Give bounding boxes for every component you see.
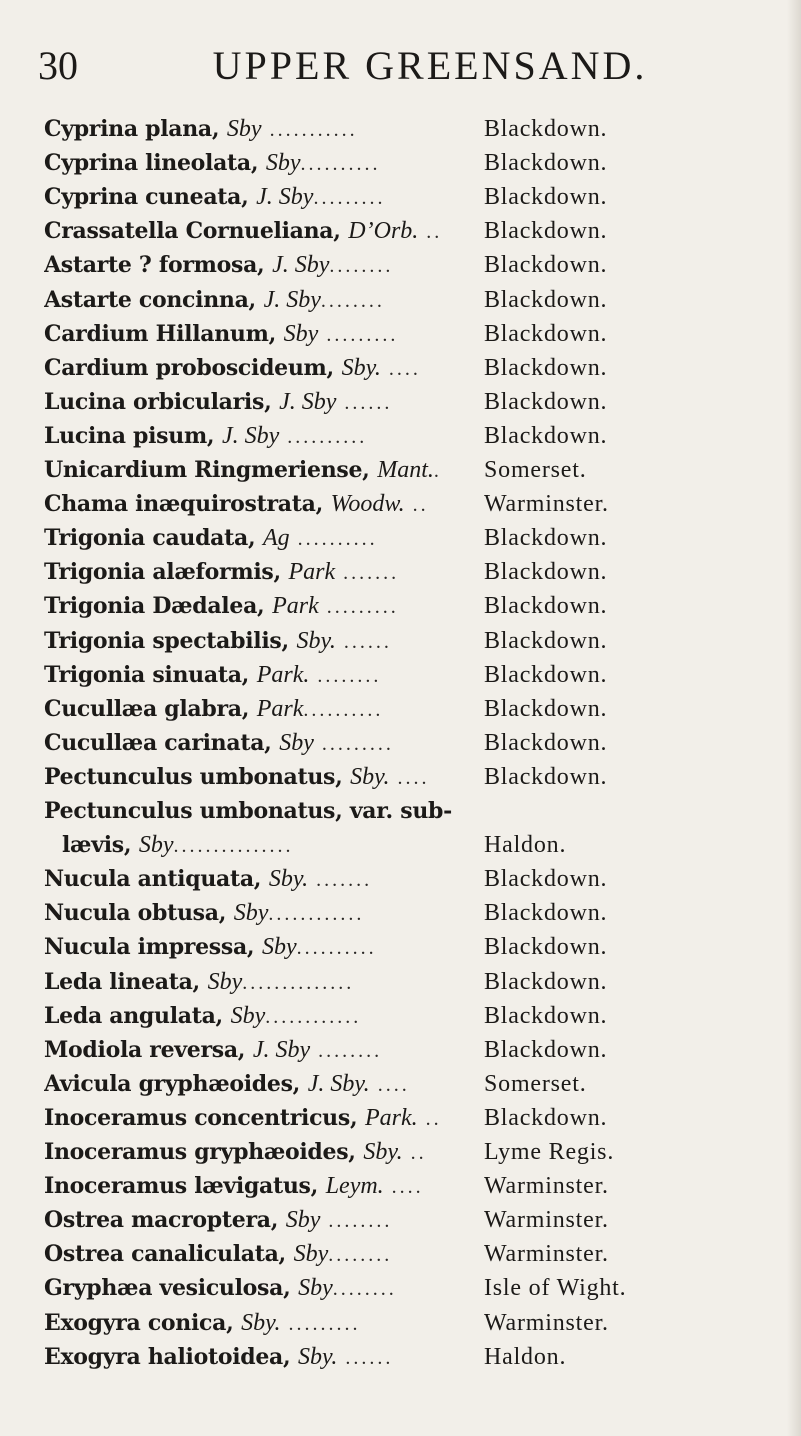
species-locality: Warminster.: [484, 491, 609, 518]
species-name: Ostrea macroptera,: [44, 1207, 279, 1234]
dot-leader: ............: [265, 1005, 362, 1028]
dot-leader: ....: [383, 1176, 424, 1199]
species-name: Cardium Hillanum,: [44, 320, 276, 347]
dot-leader: ...........: [261, 119, 358, 141]
species-locality: Blackdown.: [484, 1036, 608, 1063]
species-locality: Blackdown.: [484, 695, 608, 722]
species-entry: [44, 965, 476, 1000]
dot-leader: .......: [308, 869, 373, 892]
species-entry: [44, 1340, 476, 1375]
species-entry: [44, 999, 476, 1034]
dot-leader: ..............: [242, 971, 355, 994]
species-author: Leym.: [325, 1173, 384, 1200]
species-row: [0, 726, 801, 760]
species-author: Sby: [298, 1275, 333, 1302]
species-entry: [44, 862, 476, 897]
species-name: Crassatella Cornueliana,: [44, 218, 341, 245]
species-entry: [44, 1033, 476, 1068]
species-locality: Blackdown.: [484, 218, 608, 245]
species-entry: [44, 1135, 476, 1170]
species-locality: Haldon.: [484, 1343, 567, 1370]
species-name: Cardium proboscideum,: [44, 354, 334, 381]
species-author: J. Sby: [263, 286, 321, 313]
species-author: Sby: [293, 1241, 329, 1268]
species-name: Exogyra conica,: [44, 1309, 234, 1336]
page-number: 30: [38, 43, 78, 88]
species-name: Cucullæa carinata,: [44, 729, 272, 756]
species-author: Sby: [285, 1207, 321, 1234]
dot-leader: ....: [380, 357, 421, 380]
species-entry: [44, 1169, 476, 1204]
species-entry: [44, 419, 476, 454]
species-locality: Haldon.: [484, 832, 567, 859]
species-name: Unicardium Ringmeriense,: [44, 457, 370, 483]
species-locality: Blackdown.: [484, 866, 608, 893]
dot-leader: ......: [335, 630, 392, 653]
species-name: Nucula impressa,: [44, 934, 255, 961]
species-entry: [44, 896, 476, 931]
species-entry: [44, 624, 476, 659]
species-row: [0, 453, 801, 487]
species-row: [0, 624, 801, 658]
species-row: [0, 828, 801, 862]
dot-leader: ......: [337, 1346, 394, 1369]
species-name: Cucullæa glabra,: [44, 695, 250, 722]
species-locality: Isle of Wight.: [484, 1275, 627, 1302]
species-locality: Blackdown.: [484, 150, 608, 177]
species-row: [0, 283, 801, 317]
dot-leader: ........: [310, 1039, 383, 1062]
species-author: J. Sby: [252, 1036, 311, 1063]
species-locality: Warminster.: [484, 1241, 609, 1268]
species-row: [0, 146, 801, 180]
species-locality: Blackdown.: [484, 388, 608, 415]
species-name: Trigonia alæformis,: [44, 559, 281, 586]
species-name: Nucula antiquata,: [44, 866, 262, 893]
species-author: Sby.: [341, 354, 381, 381]
species-row: [0, 1203, 801, 1237]
species-entry: [44, 146, 476, 181]
dot-leader: .........: [280, 1312, 361, 1335]
species-author: Sby.: [363, 1139, 403, 1165]
species-name: Trigonia sinuata,: [44, 661, 250, 688]
species-author: J. Sby: [272, 252, 330, 279]
species-name: Inoceramus concentricus,: [44, 1104, 358, 1131]
species-locality: Blackdown.: [484, 252, 608, 279]
species-author: Sby: [207, 968, 243, 995]
species-row: [0, 1271, 801, 1305]
species-name: Lucina pisum,: [44, 422, 215, 449]
species-locality: Warminster.: [484, 1309, 609, 1336]
species-row: [0, 692, 801, 726]
species-entry: [44, 1101, 476, 1136]
species-author: J. Sby.: [307, 1070, 370, 1097]
species-locality: Warminster.: [484, 1207, 609, 1234]
species-row: [0, 1135, 801, 1169]
species-locality: Blackdown.: [484, 320, 608, 347]
dot-leader: ........: [328, 1244, 393, 1267]
species-row: [0, 248, 801, 282]
species-entry: [44, 930, 476, 965]
species-author: Sby: [279, 729, 314, 756]
species-entry: [44, 248, 476, 283]
species-locality: Blackdown.: [484, 934, 608, 961]
species-name: Cyprina cuneata,: [44, 184, 249, 211]
dot-leader: ..: [418, 221, 443, 244]
species-author: Sby.: [296, 627, 336, 654]
species-entry: [62, 828, 476, 863]
species-name: Astarte concinna,: [44, 286, 256, 313]
species-row: [0, 862, 801, 896]
species-row: [0, 419, 801, 453]
species-entry: [44, 794, 476, 828]
species-name: Cyprina lineolata,: [44, 150, 259, 177]
species-name: Pectunculus umbonatus, var. sub-: [44, 798, 452, 824]
species-row: [0, 1067, 801, 1101]
species-author: Sby: [283, 320, 319, 347]
dot-leader: .........: [318, 323, 399, 346]
species-name: Exogyra haliotoidea,: [44, 1343, 291, 1370]
dot-leader: ........: [320, 1210, 393, 1233]
species-locality: Blackdown.: [484, 593, 608, 620]
dot-leader: ....: [369, 1073, 410, 1096]
species-author: Park.: [256, 661, 310, 688]
species-locality: Blackdown.: [484, 763, 608, 790]
dot-leader: ..........: [289, 528, 378, 551]
dot-leader: ......: [336, 391, 393, 414]
species-entry: [44, 112, 476, 147]
species-row: [0, 965, 801, 999]
species-author: J. Sby: [279, 388, 337, 415]
dot-leader: ........: [320, 289, 385, 312]
species-locality: Blackdown.: [484, 184, 608, 211]
dot-leader: ........: [329, 255, 394, 278]
species-locality: Blackdown.: [484, 1104, 608, 1131]
species-name: Inoceramus lævigatus,: [44, 1173, 319, 1200]
species-author: J. Sby: [221, 422, 280, 449]
species-name: Lucina orbicularis,: [44, 388, 272, 415]
species-name: Trigonia spectabilis,: [44, 627, 289, 654]
species-author: Sby: [230, 1002, 266, 1029]
species-row: [0, 351, 801, 385]
species-author: J. Sby: [256, 184, 314, 211]
dot-leader: .......: [335, 562, 400, 585]
species-row: [0, 112, 801, 146]
species-row: [0, 1033, 801, 1067]
dot-leader: ..: [404, 494, 429, 517]
species-entry: [44, 214, 476, 249]
species-author: Park: [288, 559, 336, 586]
page-edge-shadow: [787, 0, 801, 1436]
species-entry: [44, 1237, 476, 1272]
species-author: Sby.: [298, 1343, 338, 1370]
species-entry: [44, 317, 476, 352]
species-locality: Warminster.: [484, 1173, 609, 1200]
species-row: [0, 760, 801, 794]
species-author: Sby: [138, 832, 174, 859]
species-entry: [44, 351, 476, 386]
species-entry: [44, 1067, 476, 1102]
species-locality: Blackdown.: [484, 729, 608, 756]
species-locality: Blackdown.: [484, 900, 608, 927]
species-locality: Blackdown.: [484, 559, 608, 586]
species-locality: Somerset.: [484, 457, 587, 483]
species-author: Mant.: [377, 457, 434, 483]
dot-leader: ..: [402, 1142, 427, 1164]
species-name: Chama inæquirostrata,: [44, 491, 323, 518]
species-row: [0, 589, 801, 623]
species-entry: [44, 521, 476, 556]
species-entry: [44, 658, 476, 693]
species-entry: [44, 283, 476, 318]
species-row: [0, 999, 801, 1033]
species-row: [0, 385, 801, 419]
dot-leader: ..........: [303, 698, 384, 721]
page-header: [0, 40, 801, 92]
species-author: Sby: [265, 150, 301, 177]
species-locality: Blackdown.: [484, 1002, 608, 1029]
species-name: Leda lineata,: [44, 968, 200, 995]
dot-leader: ..........: [296, 937, 377, 960]
dot-leader: .: [433, 460, 442, 482]
dot-leader: ..........: [279, 425, 368, 448]
species-name: Modiola reversa,: [44, 1036, 246, 1063]
species-row: [0, 930, 801, 964]
species-entry: [44, 589, 476, 624]
dot-leader: ..........: [300, 153, 381, 176]
species-row: [0, 1306, 801, 1340]
species-author: Park: [272, 593, 319, 620]
species-name: Leda angulata,: [44, 1002, 223, 1029]
species-locality: Blackdown.: [484, 116, 608, 142]
species-author: Sby.: [268, 866, 309, 893]
species-entry: [44, 692, 476, 727]
species-entry: [44, 453, 476, 488]
species-name: Avicula gryphæoides,: [44, 1070, 301, 1097]
species-entry: [44, 1306, 476, 1341]
species-row: [0, 521, 801, 555]
dot-leader: .........: [318, 596, 399, 619]
dot-leader: ..: [417, 1107, 442, 1130]
species-row: [0, 555, 801, 589]
species-locality: Lyme Regis.: [484, 1139, 615, 1165]
running-title: UPPER GREENSAND.: [212, 43, 648, 88]
species-locality: Blackdown.: [484, 525, 608, 552]
species-author: Woodw.: [330, 491, 405, 518]
species-entry: [44, 385, 476, 420]
species-row: [0, 1101, 801, 1135]
species-name: Trigonia caudata,: [44, 525, 256, 552]
species-locality: Blackdown.: [484, 968, 608, 995]
species-name: Trigonia Dædalea,: [44, 593, 265, 620]
species-author: Park.: [365, 1104, 418, 1131]
dot-leader: ....: [389, 766, 430, 789]
dot-leader: ........: [309, 664, 382, 687]
species-name: Ostrea canaliculata,: [44, 1241, 286, 1268]
species-author: D’Orb.: [348, 218, 419, 245]
species-locality: Blackdown.: [484, 354, 608, 381]
dot-leader: ...............: [173, 835, 294, 858]
species-name: Nucula obtusa,: [44, 900, 227, 927]
species-row: [0, 317, 801, 351]
species-row: [0, 658, 801, 692]
species-name: Astarte ? formosa,: [44, 252, 265, 279]
species-author: Sby.: [350, 763, 390, 790]
species-row: [0, 794, 801, 828]
species-row: [0, 896, 801, 930]
species-locality: Blackdown.: [484, 661, 608, 688]
species-author: Sby: [261, 934, 297, 961]
species-name: Pectunculus umbonatus,: [44, 763, 343, 790]
species-author: Sby: [233, 900, 269, 927]
species-entry: [44, 726, 476, 761]
dot-leader: .........: [313, 732, 394, 755]
species-locality: Blackdown.: [484, 627, 608, 654]
species-locality: Blackdown.: [484, 286, 608, 313]
species-name: Inoceramus gryphæoides,: [44, 1139, 356, 1165]
species-entry: [44, 760, 476, 795]
species-author: Ag: [262, 525, 290, 552]
species-name: Cyprina plana,: [44, 116, 220, 142]
species-author: Sby.: [241, 1309, 281, 1336]
species-name: Gryphæa vesiculosa,: [44, 1275, 291, 1302]
species-row: [0, 1340, 801, 1374]
species-locality: Blackdown.: [484, 422, 608, 449]
species-author: Sby: [226, 116, 262, 142]
species-entry: [44, 487, 476, 522]
species-entry: [44, 1203, 476, 1238]
species-row: [0, 180, 801, 214]
dot-leader: ............: [268, 903, 365, 926]
species-row: [0, 214, 801, 248]
species-author: Park: [256, 695, 304, 722]
species-name: lævis,: [62, 832, 132, 859]
dot-leader: ........: [332, 1278, 397, 1301]
dot-leader: .........: [313, 187, 386, 210]
species-entry: [44, 180, 476, 215]
species-locality: Somerset.: [484, 1070, 587, 1097]
species-row: [0, 1169, 801, 1203]
species-row: [0, 1237, 801, 1271]
species-entry: [44, 555, 476, 590]
species-row: [0, 487, 801, 521]
species-entry: [44, 1271, 476, 1306]
